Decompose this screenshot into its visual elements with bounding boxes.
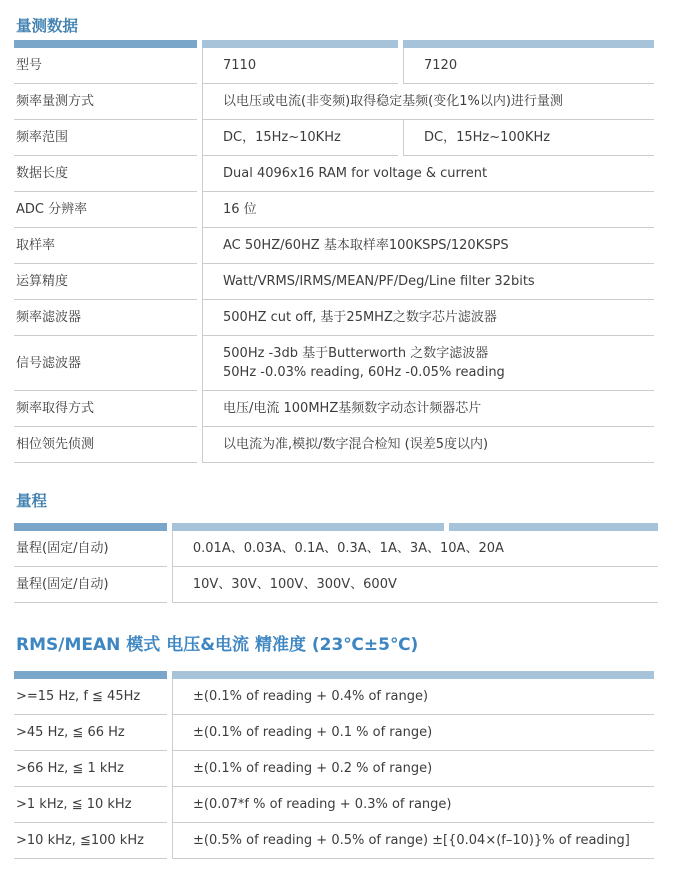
section-title-measurement-data: 量测数据 — [16, 17, 79, 35]
table-row — [14, 679, 654, 715]
accuracy-value: ±(0.1% of reading + 0.2 % of range) — [172, 751, 654, 787]
table-row — [14, 300, 654, 336]
spec-value: 以电流为准,模拟/数字混合检知 (误差5度以内) — [202, 427, 654, 463]
spec-value-model-7110: 7110 — [202, 48, 398, 84]
range-table — [9, 523, 663, 603]
accuracy-value: ±(0.1% of reading + 0.4% of range) — [172, 679, 654, 715]
spec-label: 运算精度 — [14, 264, 197, 300]
spec-value-model-7120: 7120 — [403, 48, 654, 84]
spec-value: AC 50HZ/60HZ 基本取样率100KSPS/120KSPS — [202, 228, 654, 264]
frequency-band-label: >66 Hz, ≦ 1 kHz — [14, 751, 167, 787]
table-row — [14, 264, 654, 300]
table-row — [14, 751, 654, 787]
spec-label: 频率取得方式 — [14, 391, 197, 427]
table-row — [14, 336, 654, 391]
table-row — [14, 567, 658, 603]
table-header-bar — [14, 671, 654, 679]
header-bar-segment — [202, 40, 398, 48]
spec-value: 16 位 — [202, 192, 654, 228]
frequency-band-label: >1 kHz, ≦ 10 kHz — [14, 787, 167, 823]
accuracy-value: ±(0.5% of reading + 0.5% of range) ±[{0.04×(f–10)}% of reading] — [172, 823, 654, 859]
spec-label: 型号 — [14, 48, 197, 84]
frequency-band-label: >45 Hz, ≦ 66 Hz — [14, 715, 167, 751]
accuracy-value: ±(0.1% of reading + 0.1 % of range) — [172, 715, 654, 751]
spec-value: DC，15Hz~100KHz — [403, 120, 654, 156]
table-row — [14, 427, 654, 463]
spec-value: 以电压或电流(非变频)取得稳定基频(变化1%以内)进行量测 — [202, 84, 654, 120]
spec-label: 量程(固定/自动) — [14, 567, 167, 603]
spec-label: 频率滤波器 — [14, 300, 197, 336]
spec-value-line-1: 500Hz -3db 基于Butterworth 之数字滤波器 — [223, 346, 489, 361]
table-row — [14, 787, 654, 823]
header-bar-segment — [172, 671, 654, 679]
spec-label: 相位领先侦测 — [14, 427, 197, 463]
table-header-bar — [14, 40, 654, 48]
accuracy-table — [9, 671, 659, 859]
table-row — [14, 531, 658, 567]
spec-value: Dual 4096x16 RAM for voltage & current — [202, 156, 654, 192]
table-row — [14, 192, 654, 228]
spec-label: 数据长度 — [14, 156, 197, 192]
spec-value-current-ranges: 0.01A、0.03A、0.1A、0.3A、1A、3A、10A、20A — [172, 531, 658, 567]
spec-label: 量程(固定/自动) — [14, 531, 167, 567]
header-bar-segment — [14, 523, 167, 531]
spec-label: 频率范围 — [14, 120, 197, 156]
spec-value: Watt/VRMS/IRMS/MEAN/PF/Deg/Line filter 32bits — [202, 264, 654, 300]
section-title-rms-mean-accuracy: RMS/MEAN 模式 电压&电流 精准度 (23℃±5℃) — [16, 635, 419, 655]
spec-label: 取样率 — [14, 228, 197, 264]
table-row — [14, 715, 654, 751]
table-row — [14, 228, 654, 264]
table-row — [14, 391, 654, 427]
header-bar-segment — [172, 523, 445, 531]
header-bar-segment — [403, 40, 654, 48]
header-bar-segment — [449, 523, 658, 531]
table-row — [14, 823, 654, 859]
section-title-range: 量程 — [16, 492, 48, 510]
table-row — [14, 156, 654, 192]
spec-label: 信号滤波器 — [14, 336, 197, 391]
table-row — [14, 120, 654, 156]
table-row — [14, 48, 654, 84]
header-bar-segment — [14, 671, 167, 679]
table-row — [14, 84, 654, 120]
table-header-bar — [14, 523, 658, 531]
spec-value-voltage-ranges: 10V、30V、100V、300V、600V — [172, 567, 658, 603]
frequency-band-label: >10 kHz, ≦100 kHz — [14, 823, 167, 859]
frequency-band-label: >=15 Hz, f ≦ 45Hz — [14, 679, 167, 715]
spec-value: 500HZ cut off, 基于25MHZ之数字芯片滤波器 — [202, 300, 654, 336]
spec-value-line-2: 50Hz -0.03% reading, 60Hz -0.05% reading — [223, 365, 505, 380]
spec-value — [202, 336, 654, 391]
spec-label: 频率量测方式 — [14, 84, 197, 120]
accuracy-value: ±(0.07*f % of reading + 0.3% of range) — [172, 787, 654, 823]
measurement-data-table — [9, 40, 659, 463]
spec-value: DC，15Hz~10KHz — [202, 120, 398, 156]
spec-value: 电压/电流 100MHZ基频数字动态计频器芯片 — [202, 391, 654, 427]
header-bar-segment — [14, 40, 197, 48]
spec-label: ADC 分辨率 — [14, 192, 197, 228]
